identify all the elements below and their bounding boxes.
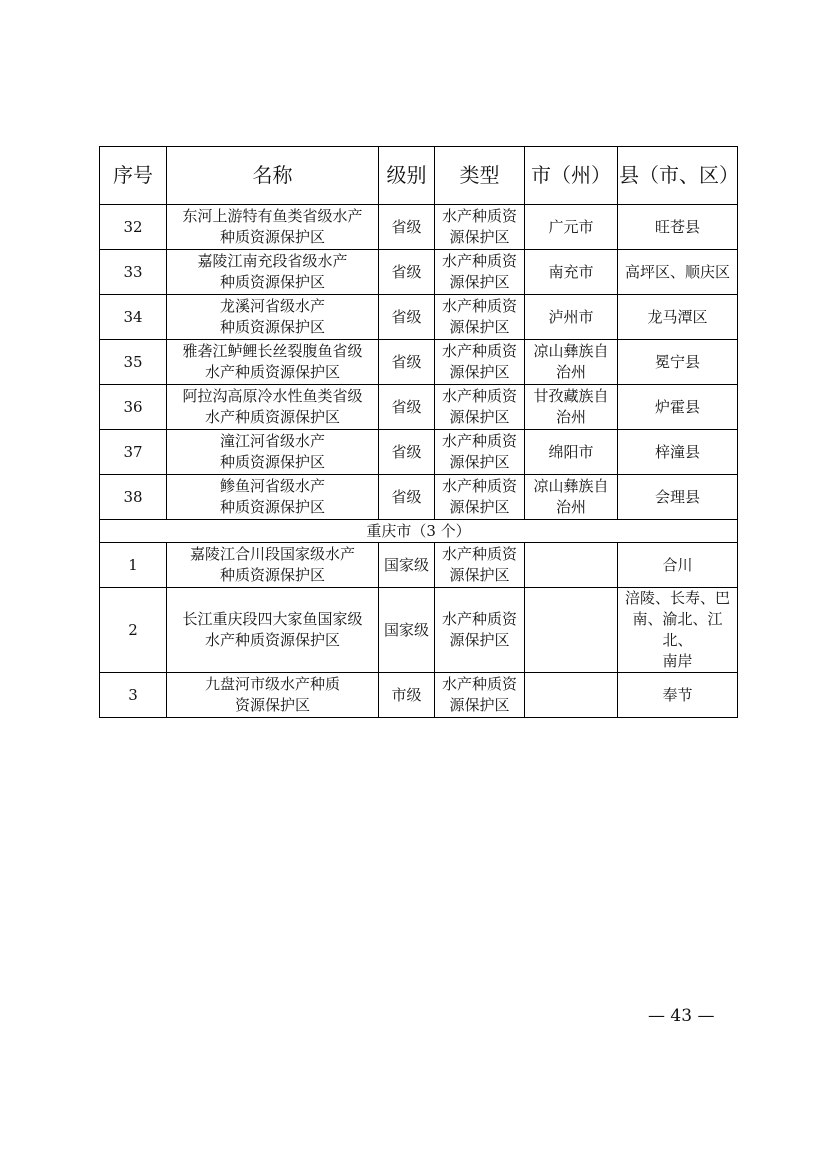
row-name [167,295,379,340]
row-name-line: 种质资源保护区 [219,273,325,291]
row-name-line: 种质资源保护区 [219,228,325,246]
row-number: 32 [100,205,167,250]
row-name-line: 雅砻江鲈鲤长丝裂腹鱼省级 [182,342,363,360]
row-city [525,475,618,520]
row-city-line: 治州 [555,498,586,516]
header-name: 名称 [167,147,379,205]
row-city [525,673,618,718]
row-name-line: 潼江河省级水产 [219,432,325,450]
header-no: 序号 [100,147,167,205]
row-name-line: 龙溪河省级水产 [219,297,325,315]
row-level: 国家级 [379,543,435,588]
row-name-line: 九盘河市级水产种质 [204,675,340,693]
row-name-line: 水产种质资源保护区 [204,363,340,381]
row-name [167,475,379,520]
section-row [100,520,738,543]
row-type-line: 水产种质资 [441,252,517,270]
row-city [525,588,618,673]
table-row [100,340,738,385]
row-city-line: 凉山彝族自 [533,477,609,495]
row-name [167,673,379,718]
row-name [167,588,379,673]
table-row [100,543,738,588]
row-number: 33 [100,250,167,295]
row-county [618,543,738,588]
row-type-line: 水产种质资 [441,675,517,693]
row-name-line: 水产种质资源保护区 [204,631,340,649]
row-city [525,340,618,385]
row-name [167,250,379,295]
row-type-line: 水产种质资 [441,610,517,628]
row-type-line: 源保护区 [449,408,510,426]
row-name [167,385,379,430]
row-county [618,205,738,250]
row-level: 市级 [379,673,435,718]
row-name [167,543,379,588]
section-label: 重庆市（3 个） [100,520,738,543]
row-county [618,340,738,385]
row-name-line: 种质资源保护区 [219,566,325,584]
row-county [618,250,738,295]
page-number: — 43 — [648,1006,715,1026]
table-row [100,250,738,295]
row-city [525,205,618,250]
row-city [525,543,618,588]
row-level: 省级 [379,205,435,250]
row-city [525,430,618,475]
row-county [618,295,738,340]
row-type [435,430,525,475]
row-county-line: 南、渝北、江北、 [632,610,723,649]
row-name-line: 东河上游特有鱼类省级水产 [182,207,363,225]
row-name-line: 嘉陵江南充段省级水产 [197,252,348,270]
protected-areas-table [99,146,738,718]
row-type [435,385,525,430]
row-name-line: 长江重庆段四大家鱼国家级 [182,610,363,628]
row-number: 3 [100,673,167,718]
row-city-line: 南充市 [548,262,594,281]
header-county: 县（市、区） [618,147,738,205]
row-type-line: 水产种质资 [441,545,517,563]
row-name-line: 种质资源保护区 [219,498,325,516]
row-number: 34 [100,295,167,340]
row-county-line: 炉霍县 [654,397,700,416]
row-type [435,250,525,295]
row-county-line: 涪陵、长寿、巴 [624,589,730,607]
row-type-line: 源保护区 [449,566,510,584]
row-type-line: 水产种质资 [441,207,517,225]
row-county-line: 冕宁县 [654,352,700,371]
table-row [100,588,738,673]
row-city-line: 广元市 [548,217,594,236]
row-type [435,588,525,673]
row-county [618,385,738,430]
row-name [167,205,379,250]
row-county-line: 南岸 [662,652,693,670]
row-city-line: 泸州市 [548,307,594,326]
header-level: 级别 [379,147,435,205]
row-type-line: 水产种质资 [441,342,517,360]
row-type-line: 源保护区 [449,318,510,336]
row-number: 38 [100,475,167,520]
row-type-line: 源保护区 [449,453,510,471]
row-name [167,340,379,385]
row-type-line: 源保护区 [449,363,510,381]
row-type-line: 源保护区 [449,631,510,649]
row-type-line: 源保护区 [449,696,510,714]
row-type [435,340,525,385]
row-county [618,588,738,673]
table-row [100,385,738,430]
row-type [435,295,525,340]
row-county-line: 高坪区、顺庆区 [624,262,730,281]
row-type [435,543,525,588]
row-level: 省级 [379,430,435,475]
row-city-line: 治州 [555,408,586,426]
row-county [618,475,738,520]
row-name [167,430,379,475]
row-number: 35 [100,340,167,385]
row-type-line: 水产种质资 [441,297,517,315]
table-row [100,295,738,340]
row-type [435,673,525,718]
row-city-line: 凉山彝族自 [533,342,609,360]
header-city: 市（州） [525,147,618,205]
row-city [525,385,618,430]
table-row [100,205,738,250]
row-county-line: 梓潼县 [654,442,700,461]
row-level: 省级 [379,340,435,385]
row-type-line: 源保护区 [449,228,510,246]
row-county-line: 奉节 [662,685,693,704]
row-name-line: 嘉陵江合川段国家级水产 [189,545,355,563]
row-level: 省级 [379,295,435,340]
row-city [525,295,618,340]
row-level: 省级 [379,475,435,520]
row-county-line: 旺苍县 [654,217,700,236]
row-type-line: 源保护区 [449,273,510,291]
row-city-line: 治州 [555,363,586,381]
row-number: 37 [100,430,167,475]
row-type [435,475,525,520]
table-row [100,673,738,718]
row-name-line: 种质资源保护区 [219,453,325,471]
row-level: 省级 [379,385,435,430]
row-name-line: 阿拉沟高原冷水性鱼类省级 [182,387,363,405]
row-county-line: 龙马潭区 [647,307,708,326]
row-city-line: 甘孜藏族自 [533,387,609,405]
row-number: 36 [100,385,167,430]
row-type [435,205,525,250]
row-type-line: 水产种质资 [441,432,517,450]
row-level: 国家级 [379,588,435,673]
row-city-line: 绵阳市 [548,442,594,461]
row-county [618,430,738,475]
row-name-line: 资源保护区 [234,696,310,714]
row-county [618,673,738,718]
header-type: 类型 [435,147,525,205]
row-type-line: 水产种质资 [441,477,517,495]
row-county-line: 会理县 [654,487,700,506]
row-type-line: 水产种质资 [441,387,517,405]
row-county-line: 合川 [662,555,693,574]
row-name-line: 水产种质资源保护区 [204,408,340,426]
row-number: 2 [100,588,167,673]
header-row [100,147,738,205]
row-level: 省级 [379,250,435,295]
row-number: 1 [100,543,167,588]
row-name-line: 鲹鱼河省级水产 [219,477,325,495]
row-city [525,250,618,295]
row-name-line: 种质资源保护区 [219,318,325,336]
table-row [100,475,738,520]
row-type-line: 源保护区 [449,498,510,516]
table-row [100,430,738,475]
